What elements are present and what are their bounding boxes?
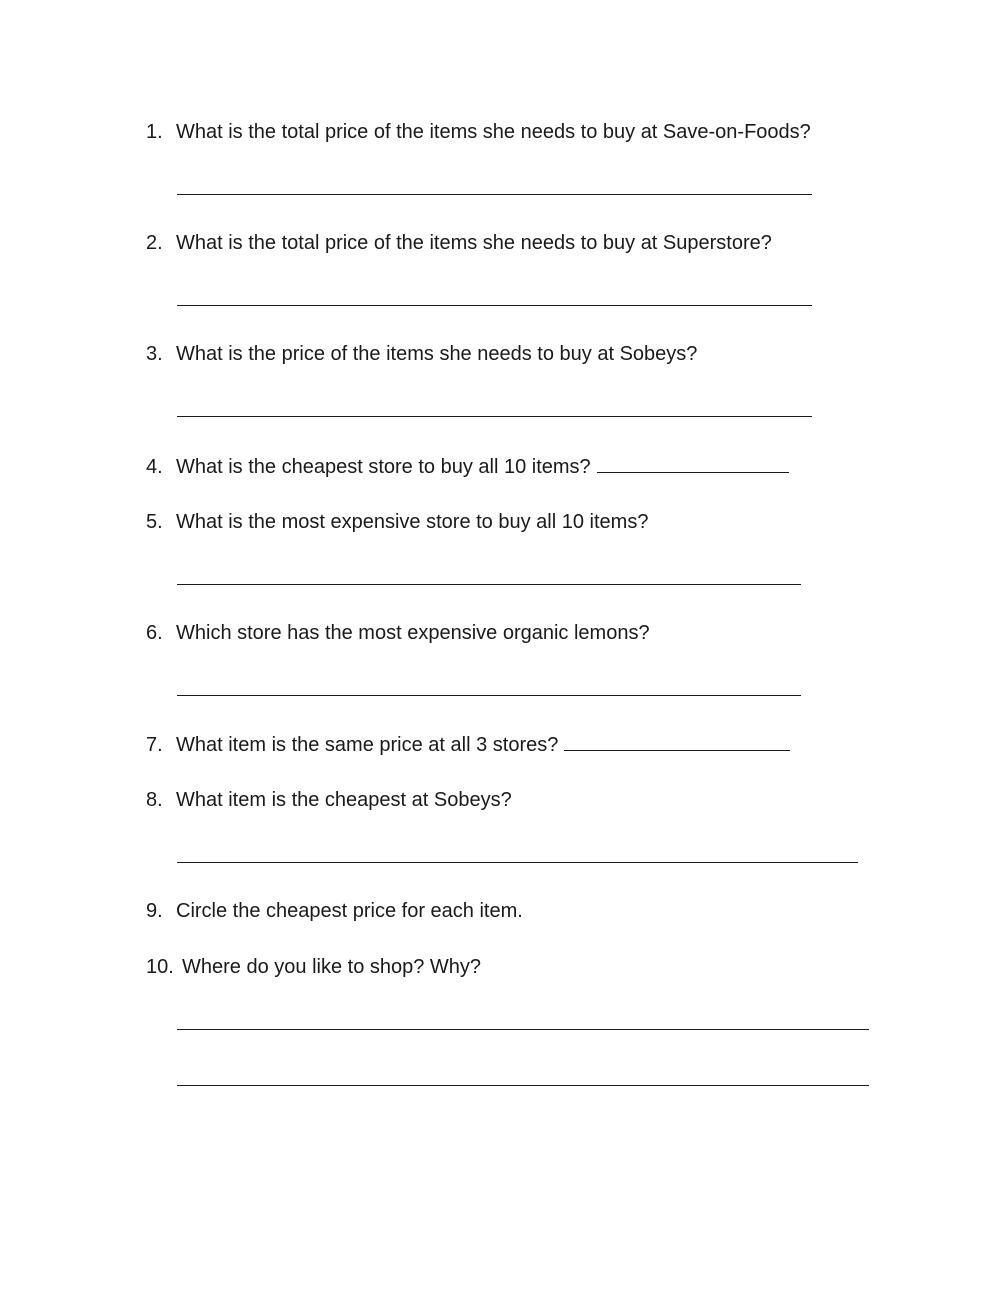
answer-blank-4[interactable]	[597, 454, 789, 473]
answer-blank-7[interactable]	[564, 732, 790, 751]
question-10	[146, 955, 481, 979]
question-number: 8.	[146, 789, 163, 811]
answer-line-8[interactable]	[177, 862, 858, 863]
question-number: 7.	[146, 734, 163, 756]
question-number: 2.	[146, 232, 163, 254]
question-text: What item is the cheapest at Sobeys?	[176, 789, 512, 811]
question-text: Circle the cheapest price for each item.	[176, 900, 523, 922]
question-number: 3.	[146, 343, 163, 365]
question-6	[146, 621, 650, 645]
question-text: What is the price of the items she needs to buy at Sobeys?	[176, 343, 698, 365]
question-number: 4.	[146, 456, 163, 478]
question-text: Which store has the most expensive organic lemons?	[176, 622, 650, 644]
question-number: 1.	[146, 121, 163, 143]
answer-line-1[interactable]	[177, 194, 812, 195]
question-5	[146, 510, 648, 534]
answer-line-10b[interactable]	[177, 1085, 869, 1086]
question-2	[146, 231, 772, 255]
question-text: What is the total price of the items she needs to buy at Save-on-Foods?	[176, 121, 811, 143]
question-text: What is the total price of the items she needs to buy at Superstore?	[176, 232, 772, 254]
question-text: What item is the same price at all 3 stores?	[176, 734, 559, 756]
answer-line-5[interactable]	[177, 584, 801, 585]
answer-line-10a[interactable]	[177, 1029, 869, 1030]
question-number: 5.	[146, 511, 163, 533]
question-text: What is the cheapest store to buy all 10 items?	[176, 456, 591, 478]
question-number: 6.	[146, 622, 163, 644]
question-number: 10.	[146, 956, 174, 978]
question-8	[146, 788, 512, 812]
question-3	[146, 342, 697, 366]
question-4	[146, 454, 789, 479]
question-text: What is the most expensive store to buy all 10 items?	[176, 511, 649, 533]
question-9	[146, 899, 523, 923]
question-text: Where do you like to shop? Why?	[182, 956, 482, 978]
answer-line-6[interactable]	[177, 695, 801, 696]
question-7	[146, 732, 790, 757]
question-1	[146, 120, 811, 144]
answer-line-2[interactable]	[177, 305, 812, 306]
answer-line-3[interactable]	[177, 416, 812, 417]
question-number: 9.	[146, 900, 163, 922]
